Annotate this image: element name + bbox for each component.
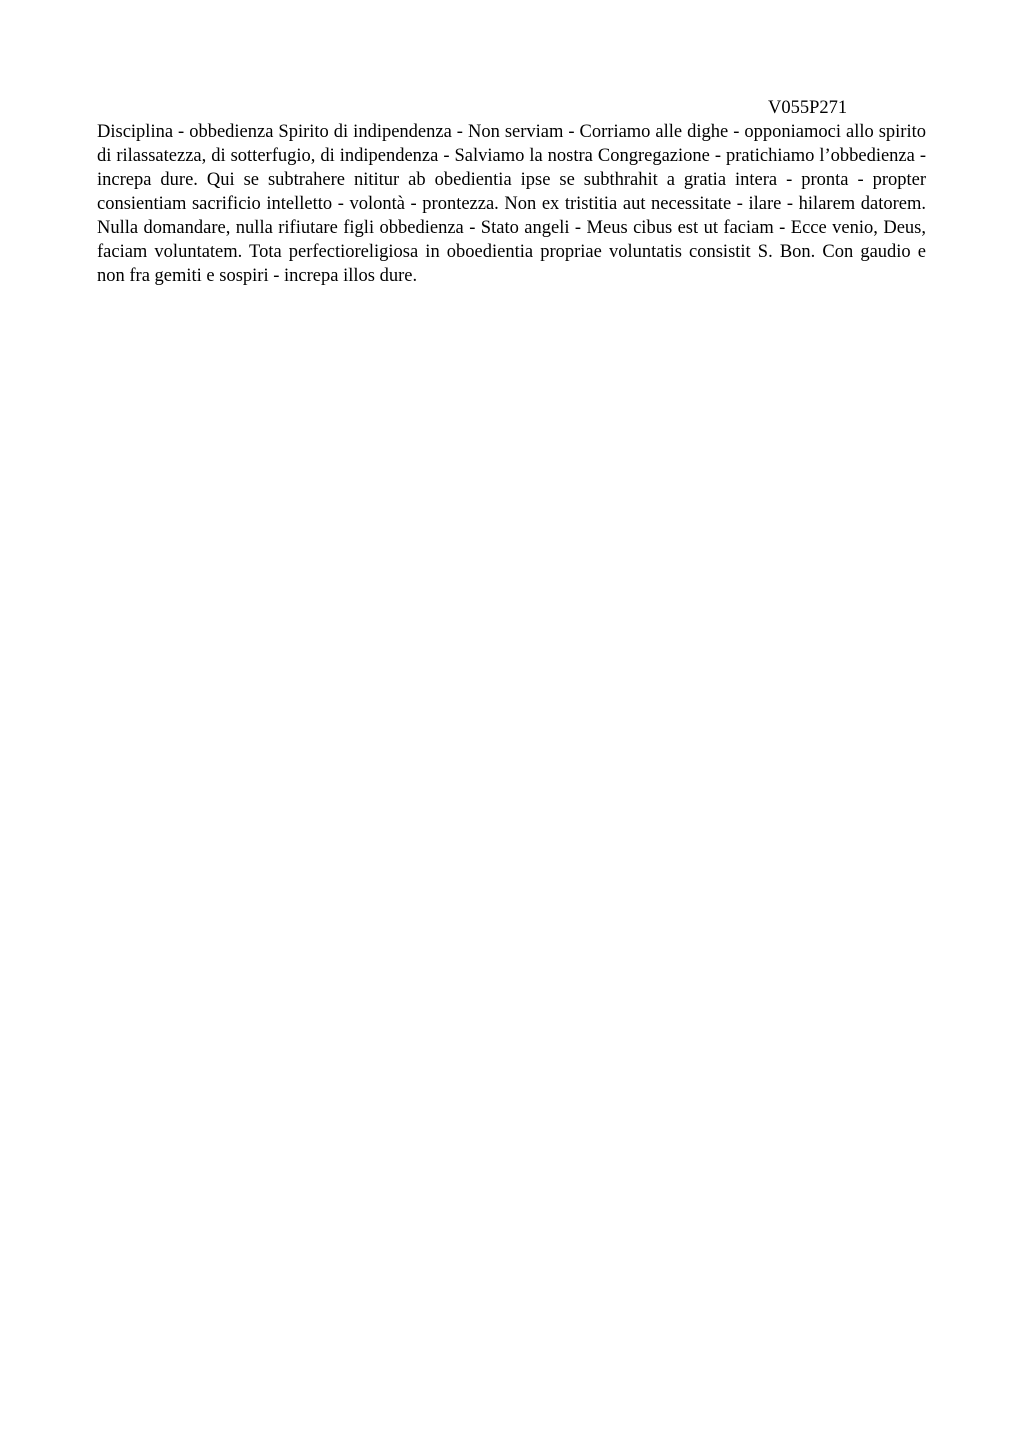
- page-identifier: V055P271: [768, 98, 848, 118]
- body-paragraph: Disciplina - obbedienza Spirito di indipendenza - Non serviam - Corriamo alle dighe - opponiamoci allo spirito di rilassatezza, di sotterfugio, di indipendenza - Salviamo la nostra Congregazione - pratichiamo l’obbedienza - increpa dure. Qui se subtrahere nititur ab obedientia ipse se subthrahit a gratia intera - pronta - propter consientiam sacrificio intelletto - volontà - prontezza. Non ex tristitia aut necessitate - ilare - hilarem datorem. Nulla domandare, nulla rifiutare figli obbedienza - Stato angeli - Meus cibus est ut faciam - Ecce venio, Deus, faciam voluntatem. Tota perfectioreligiosa in oboedientia propriae voluntatis consistit S. Bon. Con gaudio e non fra gemiti e sospiri - increpa illos dure.: [97, 122, 926, 286]
